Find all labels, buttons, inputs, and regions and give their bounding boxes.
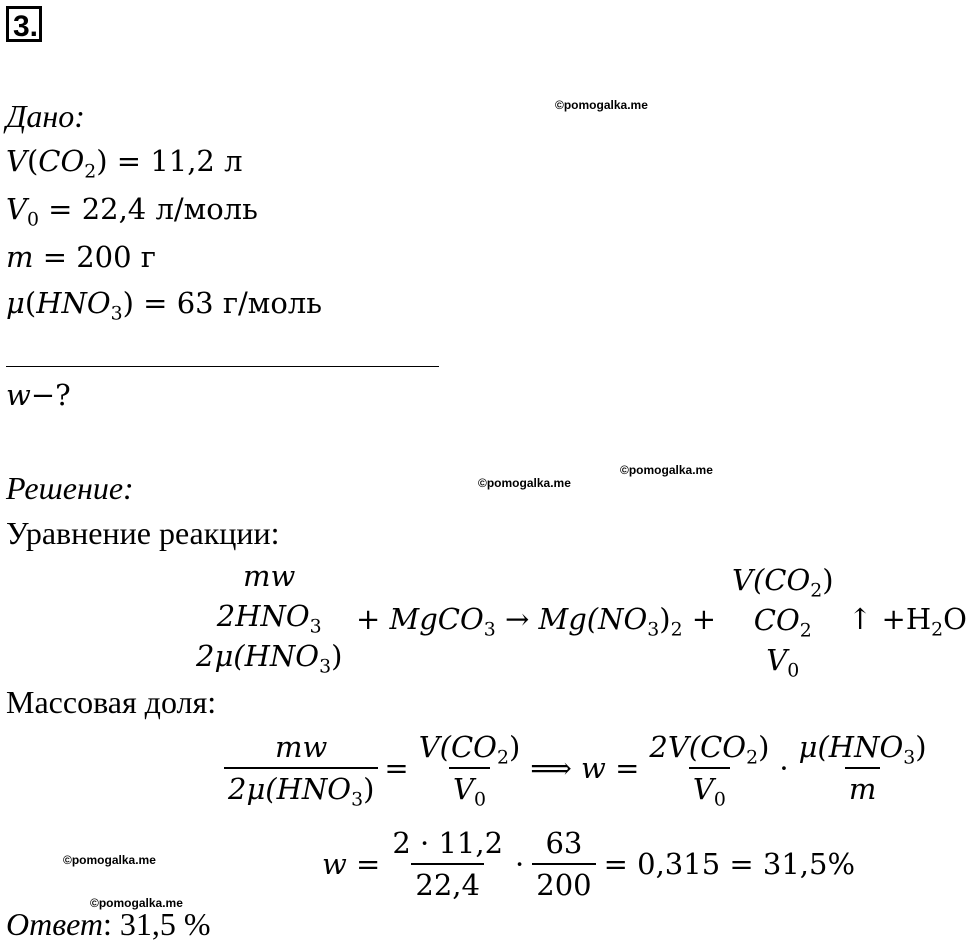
reaction-right-stack: $V(CO_2)$ $CO_2$ $V_0$ [732,563,834,682]
watermark: ©pomogalka.me [63,853,156,867]
reaction-label: Уравнение реакции: [6,515,280,551]
given-mass: m = 200 г [6,240,156,274]
fraction: $\frac{2V(CO_2)}{V_0}$ [649,730,770,811]
answer [6,906,211,943]
numeric-calculation: w = $\frac{2 \cdot 11,2}{22,4}$ · $\frac{63}{200}$ = 0,315 = 31,5% [322,826,856,902]
fraction: $\frac{\mu(HNO_3)}{m}$ [798,730,927,806]
reaction-left-stack: mw $2HNO_3$ $2\mu(HNO_3)$ [196,559,343,678]
answer-label: Ответ [6,906,103,942]
given-volume: $V(CO_2) = 11,2$ л [6,144,243,183]
given-molar-mass: $\mu(HNO_3) = 63$ г/моль [6,286,323,325]
solution-heading: Решение: [6,470,134,506]
find-unknown: w−? [6,378,71,412]
problem-number: 3. [6,6,42,42]
reaction-middle: + MgCO$_3$ → $Mg(NO_3)_2$ + [356,602,717,641]
given-divider [6,366,439,367]
mass-fraction-formula: $\frac{mw}{2\mu(HNO_3)}$ = $\frac{V(CO_2)}{V_0}$ ⟹ w = $\frac{2V(CO_2)}{V_0}$ · $\frac{\mu(HNO_3)}{m}$ [224,730,931,806]
watermark: ©pomogalka.me [555,98,648,112]
watermark: ©pomogalka.me [90,896,183,910]
reaction-tail: ↑ $+H_2O$ [848,602,967,641]
fraction: $\frac{V(CO_2)}{V_0}$ [418,730,521,811]
mass-fraction-label: Массовая доля: [6,684,217,720]
fraction: $\frac{63}{200}$ [532,826,595,902]
given-molar-volume: $V_0 = 22,4$ л/моль [6,192,258,231]
answer-value: : 31,5 % [103,906,211,942]
watermark: ©pomogalka.me [478,476,571,490]
watermark: ©pomogalka.me [620,463,713,477]
fraction: $\frac{2 \cdot 11,2}{22,4}$ [392,826,504,902]
fraction: $\frac{mw}{2\mu(HNO_3)}$ [224,730,378,806]
given-heading: Дано: [6,98,85,134]
